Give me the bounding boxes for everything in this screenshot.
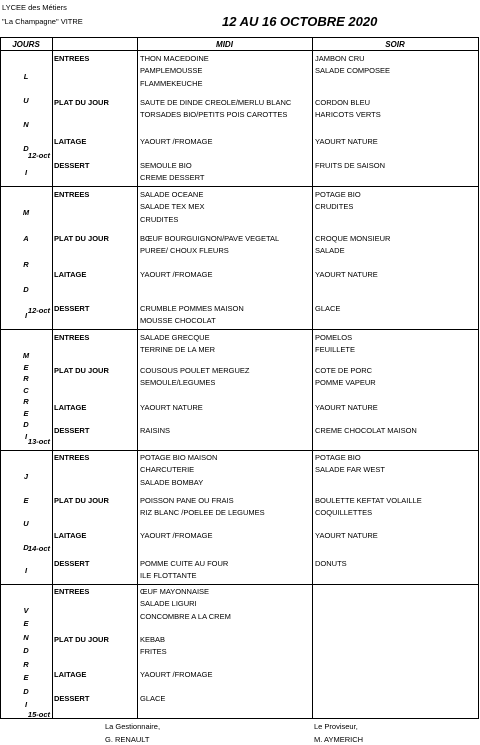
midi-dish: CRUMBLE POMMES MAISON [140, 304, 244, 313]
midi-dish: SALADE GRECQUE [140, 333, 210, 342]
midi-dish: SALADE OCEANE [140, 190, 204, 199]
day-letter: E [23, 495, 29, 505]
table-border-right [478, 37, 479, 719]
midi-dish: CREME DESSERT [140, 173, 205, 183]
day-letter: N [23, 632, 29, 642]
midi-dish: TERRINE DE LA MER [140, 345, 216, 355]
midi-dish: COUSOUS POULET MERGUEZ [140, 366, 250, 375]
soir-dish: COTE DE PORC [315, 366, 373, 375]
midi-dish: SALADE BOMBAY [140, 477, 204, 487]
midi-dish: SEMOULE/LEGUMES [140, 378, 216, 388]
column-divider [137, 37, 138, 719]
midi-dish: POISSON PANE OU FRAIS [140, 496, 234, 505]
soir-dish: DONUTS [315, 559, 347, 568]
course-label: ENTREES [54, 333, 90, 342]
day-divider [0, 186, 478, 187]
day-letter: I [24, 432, 28, 441]
day-letter: R [23, 659, 29, 669]
day-letter: U [23, 519, 29, 528]
course-label: PLAT DU JOUR [54, 496, 109, 505]
day-divider [0, 329, 478, 330]
soir-dish: HARICOTS VERTS [315, 110, 381, 120]
course-label: PLAT DU JOUR [54, 366, 109, 375]
soir-dish: FRUITS DE SAISON [315, 161, 386, 170]
day-letter: R [23, 259, 29, 269]
day-letter: M [22, 208, 30, 217]
soir-dish: YAOURT NATURE [315, 531, 378, 540]
midi-dish: THON MACEDOINE [140, 54, 209, 63]
soir-dish: FEUILLETE [315, 345, 356, 355]
midi-dish: BŒUF BOURGUIGNON/PAVE VEGETAL [140, 234, 280, 243]
course-label: LAITAGE [54, 403, 87, 412]
midi-dish: YAOURT /FROMAGE [140, 137, 213, 146]
midi-dish: YAOURT /FROMAGE [140, 670, 213, 679]
column-header-soir: SOIR [385, 40, 405, 49]
midi-dish: YAOURT NATURE [140, 403, 203, 412]
day-letter: M [22, 351, 30, 360]
soir-dish: SALADE FAR WEST [315, 465, 386, 475]
soir-dish: CREME CHOCOLAT MAISON [315, 426, 417, 435]
day-date: 13-oct [27, 437, 50, 446]
midi-dish: POTAGE BIO MAISON [140, 453, 218, 462]
midi-dish: MOUSSE CHOCOLAT [140, 316, 216, 326]
midi-dish: RIZ BLANC /POELEE DE LEGUMES [140, 508, 265, 518]
midi-dish: CONCOMBRE A LA CREM [140, 611, 231, 621]
midi-dish: SALADE TEX MEX [140, 202, 205, 212]
day-letter: E [23, 408, 29, 418]
soir-dish: CRUDITES [315, 202, 354, 212]
soir-dish: SALADE [315, 246, 345, 256]
day-divider [0, 450, 478, 451]
midi-dish: GLACE [140, 694, 166, 703]
column-header-midi: MIDI [216, 40, 233, 49]
midi-dish: TORSADES BIO/PETITS POIS CAROTTES [140, 110, 288, 120]
midi-dish: ŒUF MAYONNAISE [140, 587, 210, 596]
day-letter: A [23, 233, 29, 243]
course-label: ENTREES [54, 54, 90, 63]
course-label: ENTREES [54, 190, 90, 199]
day-letter: J [23, 472, 29, 481]
column-header-jours: JOURS [12, 40, 40, 49]
day-letter: V [23, 606, 29, 615]
soir-dish: CROQUE MONSIEUR [315, 234, 391, 243]
soir-dish: POMELOS [315, 333, 353, 342]
day-date: 12-oct [27, 306, 50, 315]
day-letter: I [24, 168, 28, 177]
day-letter: D [23, 285, 29, 295]
course-label: LAITAGE [54, 531, 87, 540]
day-letter: E [23, 619, 29, 629]
midi-dish: KEBAB [140, 635, 166, 644]
column-divider [312, 37, 313, 719]
day-letter: C [23, 385, 29, 395]
day-letter: R [23, 397, 29, 407]
day-letter: I [24, 700, 28, 709]
course-label: PLAT DU JOUR [54, 234, 109, 243]
day-letter: I [24, 311, 28, 320]
midi-dish: PAMPLEMOUSSE [140, 66, 203, 76]
midi-dish: POMME CUITE AU FOUR [140, 559, 229, 568]
day-letter: I [24, 566, 28, 575]
soir-dish: POTAGE BIO [315, 190, 361, 199]
column-divider [52, 37, 53, 719]
course-label: PLAT DU JOUR [54, 635, 109, 644]
day-letter: D [23, 686, 29, 696]
day-letter: U [23, 96, 29, 105]
midi-dish: SEMOULE BIO [140, 161, 192, 170]
table-border-top [0, 37, 478, 38]
course-label: DESSERT [54, 161, 90, 170]
course-label: ENTREES [54, 587, 90, 596]
course-label: DESSERT [54, 426, 90, 435]
soir-dish: BOULETTE KEFTAT VOLAILLE [315, 496, 422, 505]
course-label: DESSERT [54, 559, 90, 568]
day-letter: D [23, 420, 29, 430]
day-letter: D [23, 144, 29, 153]
signature-role-right: Le Proviseur, [314, 722, 358, 731]
course-label: ENTREES [54, 453, 90, 462]
midi-dish: CHARCUTERIE [140, 465, 195, 475]
midi-dish: YAOURT /FROMAGE [140, 531, 213, 540]
day-letter: L [23, 72, 29, 81]
day-letter: E [23, 673, 29, 683]
day-date: 14-oct [27, 544, 50, 553]
soir-dish: GLACE [315, 304, 341, 313]
day-letter: D [23, 646, 29, 656]
midi-dish: FLAMMEKEUCHE [140, 78, 203, 88]
school-subtitle: "La Champagne" VITRE [2, 17, 83, 26]
soir-dish: YAOURT NATURE [315, 270, 378, 279]
soir-dish: YAOURT NATURE [315, 403, 378, 412]
soir-dish: POTAGE BIO [315, 453, 361, 462]
course-label: LAITAGE [54, 670, 87, 679]
day-letter: E [23, 362, 29, 372]
school-name: LYCEE des Métiers [2, 3, 67, 12]
signature-role-left: La Gestionnaire, [105, 722, 161, 731]
midi-dish: CRUDITES [140, 214, 179, 224]
soir-dish: JAMBON CRU [315, 54, 365, 63]
course-label: PLAT DU JOUR [54, 98, 109, 107]
day-divider [0, 718, 478, 719]
header-divider [0, 50, 478, 51]
soir-dish: CORDON BLEU [315, 98, 371, 107]
signature-name-right: M. AYMERICH [314, 735, 364, 744]
day-letter: R [23, 374, 29, 384]
course-label: LAITAGE [54, 137, 87, 146]
course-label: DESSERT [54, 304, 90, 313]
midi-dish: SAUTE DE DINDE CREOLE/MERLU BLANC [140, 98, 292, 107]
day-letter: N [23, 120, 29, 129]
day-date: 15-oct [27, 710, 50, 719]
midi-dish: YAOURT /FROMAGE [140, 270, 213, 279]
midi-dish: PUREE/ CHOUX FLEURS [140, 246, 229, 256]
midi-dish: RAISINS [140, 426, 171, 435]
soir-dish: COQUILLETTES [315, 508, 373, 518]
midi-dish: SALADE LIGURI [140, 599, 197, 609]
soir-dish: SALADE COMPOSEE [315, 66, 391, 76]
signature-name-left: G. RENAULT [105, 735, 150, 744]
midi-dish: FRITES [140, 647, 167, 657]
day-date: 12-oct [27, 151, 50, 160]
day-divider [0, 584, 478, 585]
menu-week-title: 12 AU 16 OCTOBRE 2020 [222, 14, 378, 29]
course-label: LAITAGE [54, 270, 87, 279]
soir-dish: POMME VAPEUR [315, 378, 376, 388]
course-label: DESSERT [54, 694, 90, 703]
day-letter: D [23, 542, 29, 552]
midi-dish: ILE FLOTTANTE [140, 571, 197, 581]
soir-dish: YAOURT NATURE [315, 137, 378, 146]
